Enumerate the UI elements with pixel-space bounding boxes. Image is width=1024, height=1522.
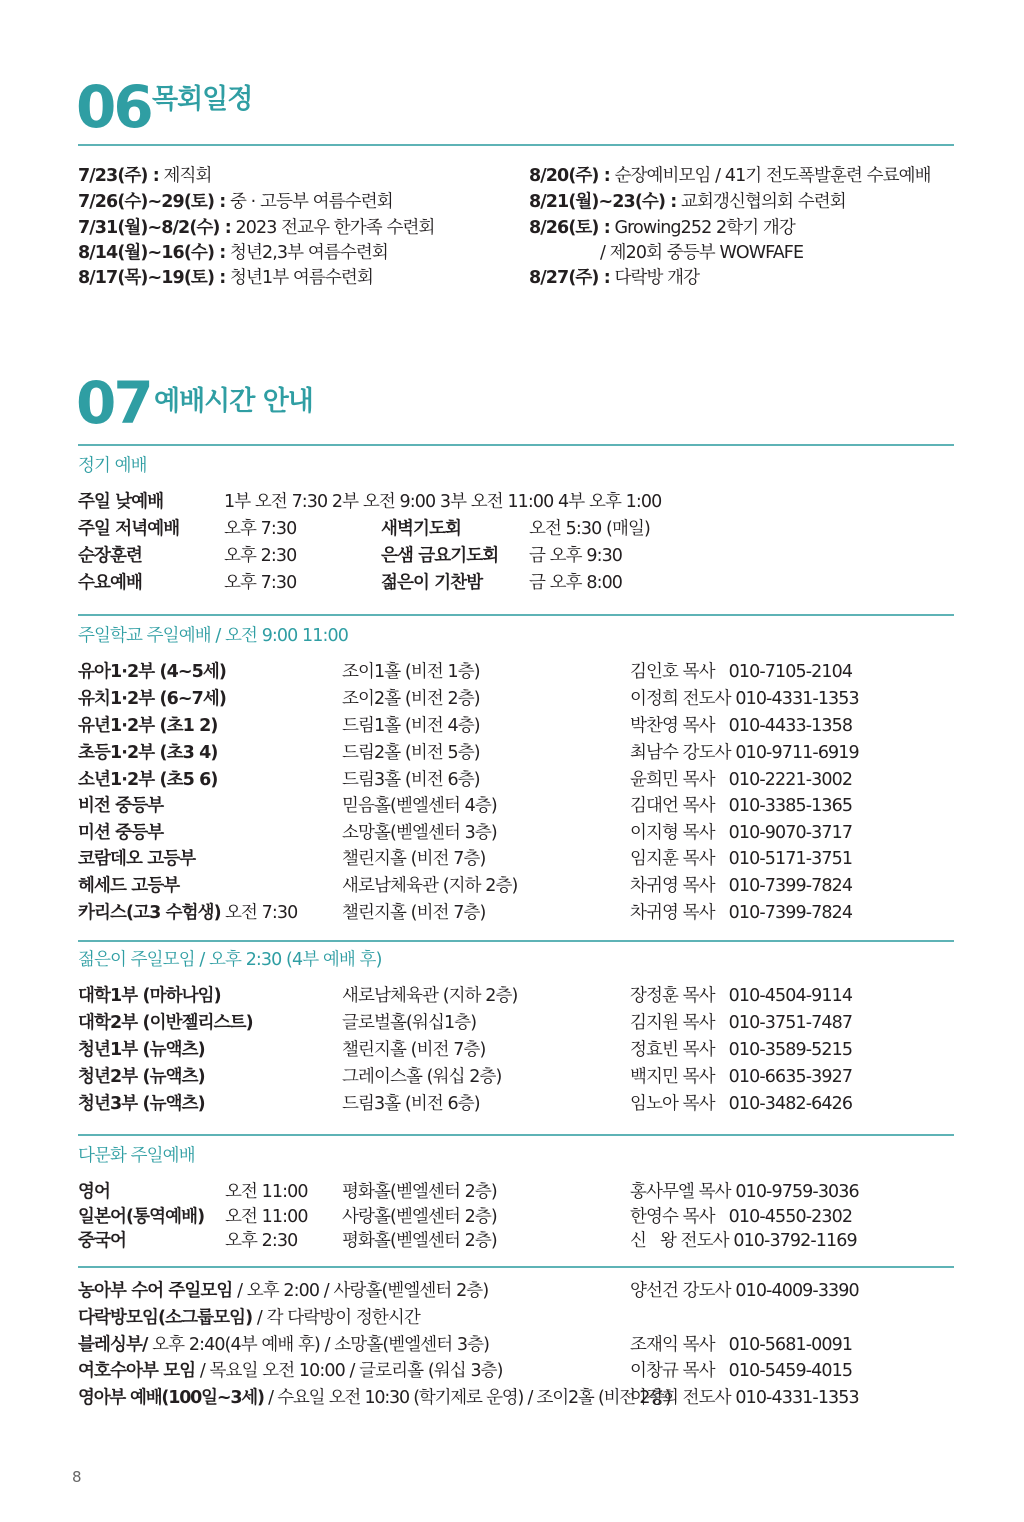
section-07-number: 07 bbox=[76, 369, 151, 437]
dept-place: 글로벌홀(워십1층) bbox=[342, 1013, 477, 1033]
schedule-item: 7/26(수)~29(토) : 중 · 고등부 여름수련회 bbox=[78, 192, 393, 212]
schedule-item: 8/27(주) : 다락방 개강 bbox=[529, 268, 700, 288]
dept-name: 소년1·2부 (초5 6) bbox=[78, 770, 218, 790]
dept-contact: 이정희 전도사 010-4331-1353 bbox=[630, 689, 859, 709]
dept-name: 대학2부 (이반젤리스트) bbox=[78, 1013, 253, 1033]
dept-place: 드림3홀 (비전 6층) bbox=[342, 770, 480, 790]
dept-contact: 차귀영 목사 010-7399-7824 bbox=[630, 903, 853, 923]
service-contact: 한영수 목사 010-4550-2302 bbox=[630, 1207, 853, 1227]
dept-place: 믿음홀(벧엘센터 4층) bbox=[342, 796, 497, 816]
service-name: 은샘 금요기도회 bbox=[381, 546, 499, 566]
dept-contact: 최남수 강도사 010-9711-6919 bbox=[630, 743, 859, 763]
multicultural-heading: 다문화 주일예배 bbox=[78, 1146, 195, 1166]
service-contact: 홍사무엘 목사 010-9759-3036 bbox=[630, 1182, 859, 1202]
section-06-title: 목회일정 bbox=[152, 84, 253, 115]
dept-name: 카리스(고3 수험생) bbox=[78, 903, 221, 923]
dept-name: 청년3부 (뉴액츠) bbox=[78, 1094, 205, 1114]
schedule-item: 7/23(주) : 제직회 bbox=[78, 166, 212, 186]
dept-contact: 박찬영 목사 010-4433-1358 bbox=[630, 716, 853, 736]
misc-item: 블레싱부/ 오후 2:40(4부 예배 후) / 소망홀(벧엘센터 3층) bbox=[78, 1335, 490, 1355]
dept-place: 그레이스홀 (워십 2층) bbox=[342, 1067, 502, 1087]
dept-place: 드림1홀 (비전 4층) bbox=[342, 716, 480, 736]
service-time: 금 오후 9:30 bbox=[529, 546, 623, 566]
service-place: 사랑홀(벧엘센터 2층) bbox=[342, 1207, 497, 1227]
service-name: 주일 저녁예배 bbox=[78, 519, 180, 539]
service-time: 금 오후 8:00 bbox=[529, 573, 623, 593]
dept-place: 챌린지홀 (비전 7층) bbox=[342, 849, 486, 869]
dept-name: 유아1·2부 (4~5세) bbox=[78, 662, 227, 682]
section-07-divider bbox=[78, 444, 954, 446]
misc-item: 다락방모임(소그룹모임) / 각 다락방이 정한시간 bbox=[78, 1308, 420, 1328]
service-time: 오후 2:30 bbox=[225, 1231, 298, 1251]
dept-name: 헤세드 고등부 bbox=[78, 876, 180, 896]
section-06-divider bbox=[78, 144, 954, 146]
language: 중국어 bbox=[78, 1231, 127, 1251]
service-contact: 신 왕 전도사 010-3792-1169 bbox=[630, 1231, 857, 1251]
regular-service-heading: 정기 예배 bbox=[78, 456, 147, 476]
service-name: 순장훈련 bbox=[78, 546, 143, 566]
service-time: 오전 5:30 (매일) bbox=[529, 519, 650, 539]
schedule-item: 8/26(토) : Growing252 2학기 개강 bbox=[529, 218, 795, 238]
service-time: 오전 11:00 bbox=[225, 1207, 308, 1227]
schedule-item-continued: / 제20회 중등부 WOWFAFE bbox=[600, 243, 804, 263]
service-time: 오후 2:30 bbox=[224, 546, 297, 566]
dept-name: 유년1·2부 (초1 2) bbox=[78, 716, 218, 736]
divider bbox=[78, 940, 954, 942]
dept-contact: 정효빈 목사 010-3589-5215 bbox=[630, 1040, 853, 1060]
dept-name: 대학1부 (마하나임) bbox=[78, 986, 221, 1006]
dept-place: 챌린지홀 (비전 7층) bbox=[342, 903, 486, 923]
dept-place: 챌린지홀 (비전 7층) bbox=[342, 1040, 486, 1060]
misc-contact: 이창규 목사 010-5459-4015 bbox=[630, 1361, 853, 1381]
language: 영어 bbox=[78, 1182, 111, 1202]
dept-place: 새로남체육관 (지하 2층) bbox=[342, 986, 518, 1006]
service-place: 평화홀(벧엘센터 2층) bbox=[342, 1182, 497, 1202]
schedule-item: 8/21(월)~23(수) : 교회갱신협의회 수련회 bbox=[529, 192, 846, 212]
dept-place: 새로남체육관 (지하 2층) bbox=[342, 876, 518, 896]
dept-contact: 백지민 목사 010-6635-3927 bbox=[630, 1067, 853, 1087]
misc-contact: 양선건 강도사 010-4009-3390 bbox=[630, 1281, 859, 1301]
dept-name: 미션 중등부 bbox=[78, 823, 164, 843]
dept-contact: 김인호 목사 010-7105-2104 bbox=[630, 662, 853, 682]
divider bbox=[78, 1266, 954, 1268]
dept-contact: 임노아 목사 010-3482-6426 bbox=[630, 1094, 853, 1114]
section-07-title: 예배시간 안내 bbox=[154, 386, 313, 417]
dept-contact: 이지형 목사 010-9070-3717 bbox=[630, 823, 853, 843]
misc-item: 영아부 예배(100일~3세) / 수요일 오전 10:30 (학기제로 운영) / 조이2홀 (비전 2층) bbox=[78, 1388, 671, 1408]
dept-place: 드림3홀 (비전 6층) bbox=[342, 1094, 480, 1114]
dept-name: 비전 중등부 bbox=[78, 796, 164, 816]
dept-contact: 장정훈 목사 010-4504-9114 bbox=[630, 986, 853, 1006]
divider bbox=[78, 614, 954, 616]
schedule-item: 7/31(월)~8/2(수) : 2023 전교우 한가족 수련회 bbox=[78, 218, 435, 238]
sunday-school-heading: 주일학교 주일예배 / 오전 9:00 11:00 bbox=[78, 626, 348, 646]
dept-place: 드림2홀 (비전 5층) bbox=[342, 743, 480, 763]
misc-item: 여호수아부 모임 / 목요일 오전 10:00 / 글로리홀 (워십 3층) bbox=[78, 1361, 503, 1381]
dept-name: 청년2부 (뉴액츠) bbox=[78, 1067, 205, 1087]
dept-name: 청년1부 (뉴액츠) bbox=[78, 1040, 205, 1060]
dept-contact: 윤희민 목사 010-2221-3002 bbox=[630, 770, 853, 790]
service-time: 오전 11:00 bbox=[225, 1182, 308, 1202]
dept-contact: 김지원 목사 010-3751-7487 bbox=[630, 1013, 853, 1033]
schedule-item: 8/20(주) : 순장예비모임 / 41기 전도폭발훈련 수료예배 bbox=[529, 166, 931, 186]
misc-contact: 조재익 목사 010-5681-0091 bbox=[630, 1335, 853, 1355]
service-place: 평화홀(벧엘센터 2층) bbox=[342, 1231, 497, 1251]
misc-contact: 이정희 전도사 010-4331-1353 bbox=[630, 1388, 859, 1408]
schedule-item: 8/14(월)~16(수) : 청년2,3부 여름수련회 bbox=[78, 243, 388, 263]
dept-name: 유치1·2부 (6~7세) bbox=[78, 689, 227, 709]
youth-heading: 젊은이 주일모임 / 오후 2:30 (4부 예배 후) bbox=[78, 950, 382, 970]
service-time: 1부 오전 7:30 2부 오전 9:00 3부 오전 11:00 4부 오후 1:00 bbox=[224, 492, 662, 512]
section-06-number: 06 bbox=[76, 73, 151, 141]
dept-contact: 임지훈 목사 010-5171-3751 bbox=[630, 849, 853, 869]
dept-name: 초등1·2부 (초3 4) bbox=[78, 743, 218, 763]
dept-place: 소망홀(벧엘센터 3층) bbox=[342, 823, 497, 843]
service-time: 오후 7:30 bbox=[224, 573, 297, 593]
dept-place: 조이2홀 (비전 2층) bbox=[342, 689, 480, 709]
service-time: 오후 7:30 bbox=[224, 519, 297, 539]
divider bbox=[78, 1134, 954, 1136]
dept-place: 조이1홀 (비전 1층) bbox=[342, 662, 480, 682]
schedule-item: 8/17(목)~19(토) : 청년1부 여름수련회 bbox=[78, 268, 373, 288]
page-number: 8 bbox=[72, 1468, 82, 1486]
service-name: 주일 낮예배 bbox=[78, 492, 164, 512]
dept-name: 코람데오 고등부 bbox=[78, 849, 196, 869]
language: 일본어(통역예배) bbox=[78, 1207, 205, 1227]
dept-time: 오전 7:30 bbox=[225, 903, 298, 923]
dept-contact: 차귀영 목사 010-7399-7824 bbox=[630, 876, 853, 896]
service-name: 새벽기도회 bbox=[381, 519, 462, 539]
dept-contact: 김대언 목사 010-3385-1365 bbox=[630, 796, 853, 816]
misc-item: 농아부 수어 주일모임 / 오후 2:00 / 사랑홀(벧엘센터 2층) bbox=[78, 1281, 489, 1301]
service-name: 젊은이 기찬밤 bbox=[381, 573, 483, 593]
service-name: 수요예배 bbox=[78, 573, 143, 593]
